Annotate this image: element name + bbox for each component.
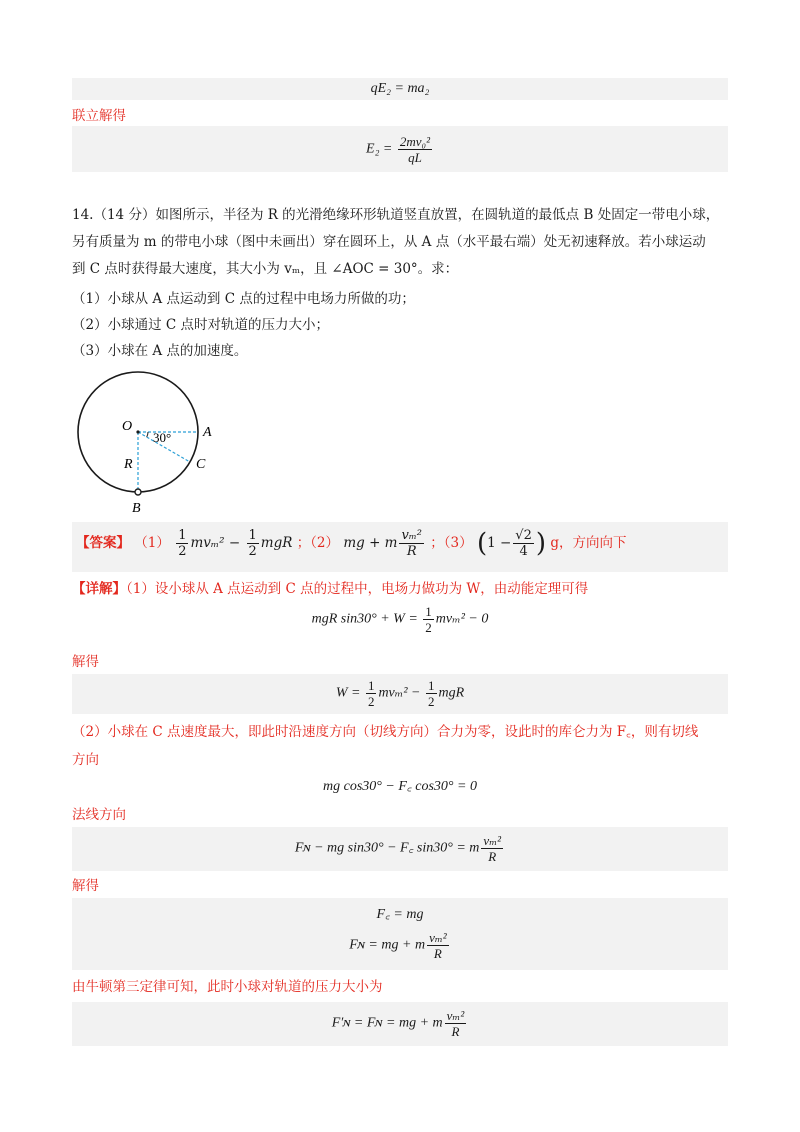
equation-E2: [72, 134, 728, 165]
equation-normal: Fɴ − mg sin30° − F꜀ sin30° = m $\frac{\text{vₘ²}}{R}$: [294, 833, 502, 864]
normal-label: 法线方向: [72, 807, 126, 823]
question-1: （1）小球从 A 点运动到 C 点的过程中电场力所做的功；: [72, 291, 415, 307]
eq2-lhs: E₂ =: [366, 141, 393, 157]
label-A: A: [203, 425, 212, 440]
problem-line-1: 14.（14 分）如图所示，半径为 R 的光滑绝缘环形轨道竖直放置，在圆轨道的最低点 B 处固定一带电小球，: [72, 207, 720, 223]
label-C: C: [196, 457, 206, 472]
detail-line-1: [72, 579, 588, 599]
detail-text-2b: 方向: [72, 752, 99, 768]
answer-tail: g，方向向下: [550, 535, 627, 551]
angle-arc: [147, 432, 148, 437]
eq2-fraction: [398, 134, 432, 165]
answer-p3: ；（3）: [430, 535, 473, 551]
detail-text-1: （1）设小球从 A 点运动到 C 点的过程中，电场力做功为 W，由动能定理可得: [126, 581, 589, 597]
equation-qE2: qE₂ = ma₂: [370, 81, 430, 96]
equation-box-results: [72, 898, 728, 970]
equation-W: W = $\frac{1}{2}$ mvₘ² − $\frac{1}{2}$ mgR: [335, 678, 465, 709]
equation-tangent: mg cos30° − F꜀ cos30° = 0: [323, 779, 477, 794]
problem-line-3: 到 C 点时获得最大速度，其大小为 vₘ，且 ∠AOC = 30°。求：: [72, 261, 459, 277]
question-2: （2）小球通过 C 点时对轨道的压力大小；: [72, 317, 330, 333]
equation-Fc: F꜀ = mg: [376, 907, 424, 922]
equation-energy: mgR sin30° + W = $\frac{1}{2}$ mvₘ² − 0: [311, 604, 489, 635]
label-angle: 30°: [153, 430, 172, 445]
center-point-O: [136, 430, 139, 433]
equation-box-E2: [72, 126, 728, 172]
solve-label: 联立解得: [72, 108, 126, 124]
question-3: （3）小球在 A 点的加速度。: [72, 343, 248, 359]
answer-p2: ；（2）: [296, 535, 340, 551]
equation-box-W: [72, 674, 728, 714]
answer-line: 【答案】 （1） $\frac{1}{2}$ mvₘ² − $\frac{1}{2}$ mgR ；（2） mg + m $\frac{\text{vₘ²}}{R}$ ；（3） (1 − $\frac{√2}{4}$ ) g，方向向下: [76, 528, 627, 559]
label-O: O: [122, 419, 133, 434]
problem-line-2: 另有质量为 m 的带电小球（图中未画出）穿在圆环上，从 A 点（水平最右端）处无初速释放。若小球运动: [72, 234, 706, 250]
detail-tag: 【详解】: [72, 581, 126, 597]
label-B: B: [132, 501, 141, 516]
equation-box-pressure: [72, 1002, 728, 1046]
detail-text-2a: （2）小球在 C 点速度最大，即此时沿速度方向（切线方向）合力为零，设此时的库仑力为 F꜀，则有切线: [72, 724, 699, 740]
eq2-den: qL: [408, 150, 422, 165]
circle-track-figure: [70, 370, 230, 520]
equation-box-qE2: [72, 78, 728, 100]
label-R: R: [124, 457, 133, 472]
equation-pressure: F′ɴ = Fɴ = mg + m $\frac{\text{vₘ²}}{R}$: [331, 1008, 465, 1039]
answer-tag: 【答案】: [76, 535, 130, 551]
equation-box-normal: [72, 827, 728, 871]
answer-p1: （1）: [134, 535, 170, 551]
equation-FN: Fɴ = mg + m $\frac{\text{vₘ²}}{R}$: [349, 930, 447, 961]
newton-third-law-text: 由牛顿第三定律可知，此时小球对轨道的压力大小为: [72, 979, 383, 995]
charge-B: [135, 489, 141, 495]
solve-label-1: 解得: [72, 654, 99, 670]
eq2-num: 2mv₀²: [399, 134, 430, 149]
solve-label-2: 解得: [72, 878, 99, 894]
